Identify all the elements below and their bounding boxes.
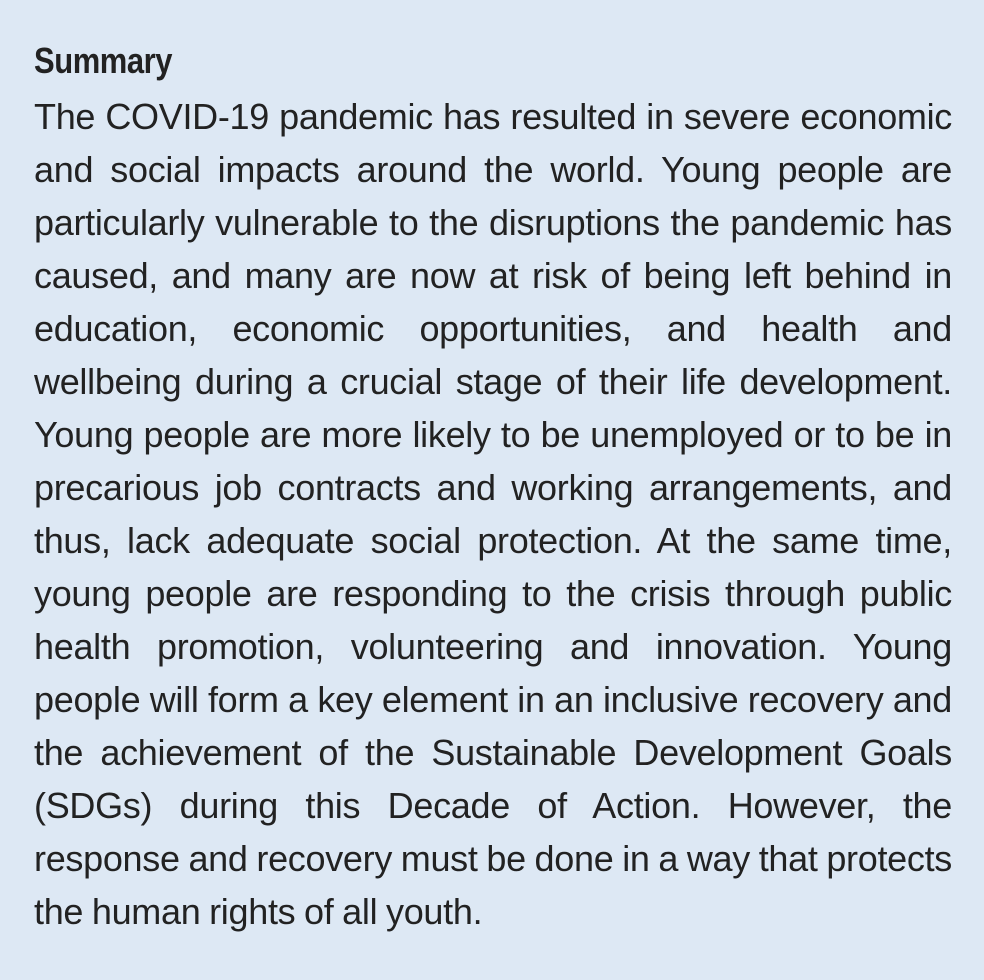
summary-heading: Summary: [34, 40, 173, 81]
summary-body: The COVID-19 pandemic has resulted in severe economic and social impacts around the world. Young people are particularly vulnerable to the disruptions the pandemic has caused, and many are now at risk of being left behind in education, economic opportunities, and health and wellbeing during a crucial stage of their life development. Young people are more likely to be unemployed or to be in precarious job contracts and working arrangements, and thus, lack adequate social protection. At the same time, young people are responding to the crisis through public health promotion, volunteering and innovation. Young people will form a key element in an inclusive recovery and the achievement of the Sustainable Development Goals (SDGs) during this Decade of Action. However, the response and recovery must be done in a way that protects the human rights of all youth.: [34, 96, 952, 932]
